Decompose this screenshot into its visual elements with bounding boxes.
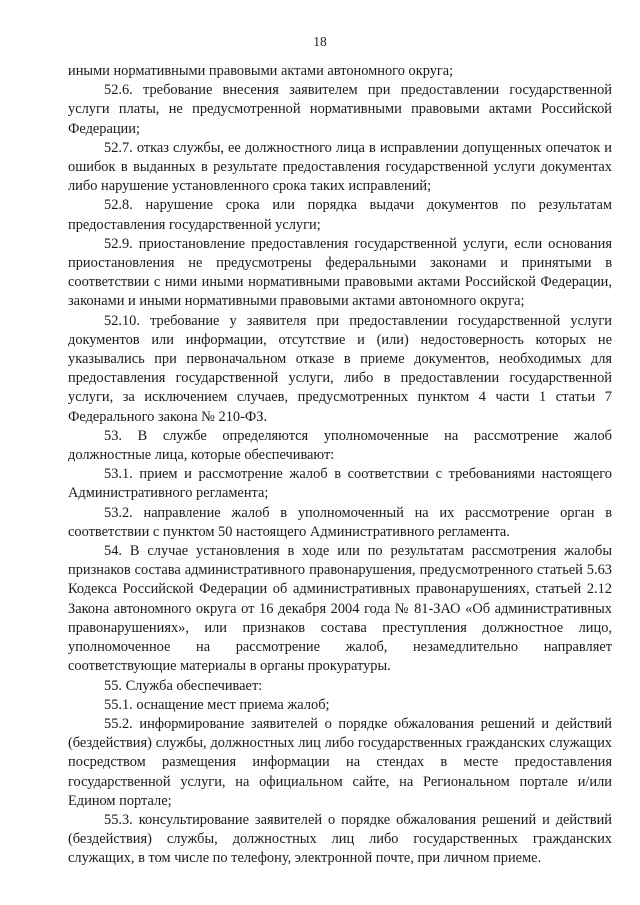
paragraph-55: 55. Служба обеспечивает: <box>104 677 263 694</box>
paragraph-continuation: иными нормативными правовыми актами автономного округа; <box>68 63 454 79</box>
paragraph-52-7: 52.7. отказ службы, ее должностного лица в исправлении допущенных опечаток и ошибок в выданных в результате предоставления государственной услуги документах либо нарушение установленного срока таких исправлений; <box>68 139 612 195</box>
document-body <box>68 62 612 869</box>
paragraph-52-10: 52.10. требование у заявителя при предоставлении государственной услуги документов или информации, отсутствие и (или) недостоверность которых не указывались при первоначальном отказе в приеме документов, необходимых для предоставления государственной услуги, либо в предоставлении государственной услуги, за исключением случаев, предусмотренных пунктом 4 части 1 статьи 7 Федерального закона № 210-ФЗ. <box>68 312 612 425</box>
paragraph-54: 54. В случае установления в ходе или по результатам рассмотрения жалобы признаков состава административного правонарушения, предусмотренного статьей 5.63 Кодекса Российской Федерации об административных правонарушениях, статьей 2.12 Закона автономного округа от 16 декабря 2004 года № 81-ЗАО «Об административных правонарушениях», или признаков состава преступления должностное лицо, уполномоченное на рассмотрение жалоб, незамедлительно направляет соответствующие материалы в органы прокуратуры. <box>68 543 612 675</box>
paragraph-53-2: 53.2. направление жалоб в уполномоченный на их рассмотрение орган в соответствии с пунктом 50 настоящего Административного регламента. <box>68 504 612 540</box>
paragraph-55-3: 55.3. консультирование заявителей о порядке обжалования решений и действий (бездействия) службы, должностных лиц либо государственных гражданских служащих, в том числе по телефону, электронной почте, при личном приеме. <box>68 811 612 867</box>
paragraph-53: 53. В службе определяются уполномоченные на рассмотрение жалоб должностные лица, которые обеспечивают: <box>68 427 612 464</box>
paragraph-53-1: 53.1. прием и рассмотрение жалоб в соответствии с требованиями настоящего Административного регламента; <box>68 466 612 502</box>
paragraph-52-6: 52.6. требование внесения заявителем при предоставлении государственной услуги платы, не предусмотренной нормативными правовыми актами Российской Федерации; <box>68 82 612 137</box>
paragraph-52-9: 52.9. приостановление предоставления государственной услуги, если основания приостановления не предусмотрены федеральными законами и принятыми в соответствии с ними иными нормативными правовыми актами Российской Федерации, законами и иными нормативными правовыми актами автономного округа; <box>68 235 612 310</box>
paragraph-55-2: 55.2. информирование заявителей о порядке обжалования решений и действий (бездействия) службы, должностных лиц либо государственных гражданских служащих посредством размещения информации на стендах в месте предоставления государственной услуги, на официальном сайте, на Региональном портале и/или Едином портале; <box>68 715 612 809</box>
paragraph-55-1: 55.1. оснащение мест приема жалоб; <box>104 696 330 713</box>
paragraph-52-8: 52.8. нарушение срока или порядка выдачи документов по результатам предоставления государственной услуги; <box>68 197 612 233</box>
page-number: 18 <box>313 34 327 49</box>
